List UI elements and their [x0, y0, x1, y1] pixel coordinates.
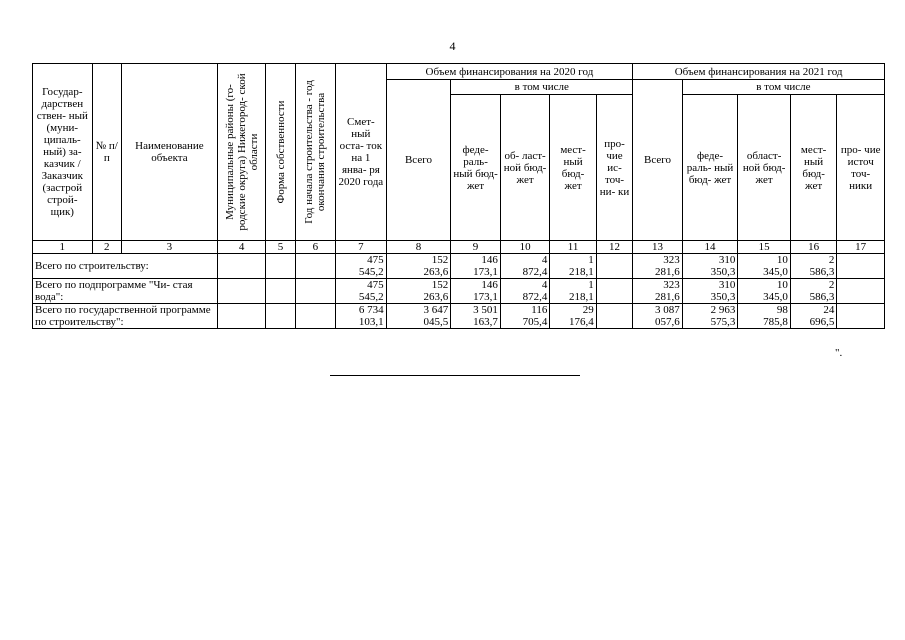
- value-cell: [336, 279, 387, 304]
- value-cell: [682, 304, 738, 329]
- value-line-1: 10: [776, 254, 788, 266]
- header-number: № п/п: [92, 64, 121, 241]
- empty-cell: [217, 304, 266, 329]
- header-reg-2021: област- ной бюд- жет: [738, 95, 791, 241]
- closing-quote: ".: [835, 347, 843, 359]
- value-line-1: 1: [588, 279, 594, 291]
- header-years: Год начала строительства - год окончания строительства: [295, 64, 335, 241]
- column-number-cell: 6: [295, 241, 335, 254]
- header-other-2020: про- чие ис- точ- ни- ки: [596, 95, 632, 241]
- column-numbers-row: [33, 241, 885, 254]
- value-line-1: 116: [531, 304, 548, 316]
- value-line-1: 146: [481, 254, 498, 266]
- header-district: Муниципальные районы (го- родские округа) Нижегород- ской области: [217, 64, 266, 241]
- column-number-cell: 13: [633, 241, 683, 254]
- value-line-1: 4: [541, 254, 548, 266]
- column-number-cell: 10: [500, 241, 550, 254]
- value-line-1: 323: [663, 254, 680, 266]
- value-line-1: 146: [481, 279, 498, 291]
- column-number-cell: 11: [550, 241, 596, 254]
- value-line-2: 545,2: [358, 291, 384, 303]
- value-line-2: 705,4: [522, 316, 548, 328]
- header-financing-2021: Объем финансирования на 2021 год: [633, 64, 885, 80]
- value-line-2: 872,4: [522, 266, 548, 278]
- header-ownership: Форма собственности: [266, 64, 295, 241]
- value-line-2: 586,3: [809, 266, 835, 278]
- value-line-2: 350,3: [710, 266, 736, 278]
- value-line-1: 24: [823, 304, 835, 316]
- value-cell: [790, 279, 836, 304]
- value-line-1: 1: [588, 254, 594, 266]
- header-incl-2020: в том числе: [451, 80, 633, 95]
- value-line-2: 281,6: [655, 291, 680, 303]
- value-cell: [550, 304, 596, 329]
- value-cell: [336, 254, 387, 279]
- value-cell: [386, 279, 451, 304]
- value-cell: [386, 304, 451, 329]
- empty-cell: [295, 279, 335, 304]
- value-line-2: 218,1: [569, 266, 594, 278]
- value-cell: [500, 279, 550, 304]
- value-line-1: 152: [431, 254, 449, 266]
- header-total-2020: Всего: [386, 80, 451, 241]
- separator-line: [330, 375, 580, 376]
- column-number-cell: 14: [682, 241, 738, 254]
- value-line-2: 057,6: [655, 316, 680, 328]
- empty-cell: [266, 279, 295, 304]
- table-row: [33, 304, 885, 329]
- value-line-1: 3 501: [473, 304, 498, 316]
- value-line-2: 696,5: [809, 316, 835, 328]
- value-line-1: 323: [663, 279, 680, 291]
- empty-cell: [266, 254, 295, 279]
- row-label: Всего по государственной программе по строительству":: [33, 304, 218, 329]
- value-cell: [336, 304, 387, 329]
- column-number-cell: 8: [386, 241, 451, 254]
- value-line-1: 2: [828, 254, 835, 266]
- header-financing-2020: Объем финансирования на 2020 год: [386, 64, 633, 80]
- value-cell: [550, 279, 596, 304]
- value-cell: [790, 254, 836, 279]
- header-fed-2020: феде- раль- ный бюд- жет: [451, 95, 501, 241]
- value-line-1: 10: [776, 279, 788, 291]
- column-number-cell: 1: [33, 241, 93, 254]
- value-line-2: 350,3: [710, 291, 736, 303]
- value-line-1: 98: [776, 304, 788, 316]
- value-line-1: 2 963: [710, 304, 736, 316]
- header-loc-2020: мест- ный бюд- жет: [550, 95, 596, 241]
- header-incl-2021: в том числе: [682, 80, 884, 95]
- value-cell: [837, 254, 885, 279]
- value-cell: [633, 279, 683, 304]
- value-line-2: 103,1: [358, 316, 384, 328]
- header-customer: Государ- дарствен ствен- ный (муни- ципаль- ный) за- казчик / Заказчик (застрой строй- щик): [33, 64, 93, 241]
- value-cell: [596, 304, 632, 329]
- value-cell: [790, 304, 836, 329]
- empty-cell: [295, 304, 335, 329]
- value-line-2: 263,6: [423, 291, 449, 303]
- value-cell: [682, 254, 738, 279]
- header-other-2021: про- чие источ точ- ники: [837, 95, 885, 241]
- value-cell: [738, 304, 791, 329]
- value-line-2: 872,4: [522, 291, 548, 303]
- row-label: Всего по подпрограмме "Чи- стая вода":: [33, 279, 218, 304]
- value-cell: [386, 254, 451, 279]
- value-line-2: 218,1: [569, 291, 594, 303]
- value-cell: [550, 254, 596, 279]
- empty-cell: [217, 279, 266, 304]
- header-estimate: Смет- ный оста- ток на 1 янва- ря 2020 года: [336, 64, 387, 241]
- column-number-cell: 16: [790, 241, 836, 254]
- column-number-cell: 17: [837, 241, 885, 254]
- value-cell: [500, 304, 550, 329]
- value-line-2: 176,4: [569, 316, 594, 328]
- value-line-2: 281,6: [655, 266, 680, 278]
- value-line-1: 2: [828, 279, 835, 291]
- header-fed-2021: феде- раль- ный бюд- жет: [682, 95, 738, 241]
- value-line-1: 29: [582, 304, 594, 316]
- value-line-1: 310: [718, 279, 736, 291]
- value-cell: [451, 254, 501, 279]
- value-line-2: 575,3: [710, 316, 736, 328]
- column-number-cell: 9: [451, 241, 501, 254]
- column-number-cell: 12: [596, 241, 632, 254]
- value-line-2: 785,8: [763, 316, 788, 328]
- header-loc-2021: мест- ный бюд- жет: [790, 95, 836, 241]
- value-cell: [837, 304, 885, 329]
- value-line-2: 163,7: [473, 316, 498, 328]
- header-object-name: Наименование объекта: [121, 64, 217, 241]
- value-cell: [633, 254, 683, 279]
- column-number-cell: 4: [217, 241, 266, 254]
- column-number-cell: 3: [121, 241, 217, 254]
- column-number-cell: 7: [336, 241, 387, 254]
- value-cell: [451, 304, 501, 329]
- value-line-1: 152: [431, 279, 449, 291]
- financing-table: [32, 63, 885, 329]
- value-cell: [596, 254, 632, 279]
- column-number-cell: 5: [266, 241, 295, 254]
- row-label: Всего по строительству:: [33, 254, 218, 279]
- value-line-1: 4: [541, 279, 548, 291]
- value-line-2: 345,0: [763, 291, 788, 303]
- value-line-2: 545,2: [358, 266, 384, 278]
- empty-cell: [217, 254, 266, 279]
- value-cell: [451, 279, 501, 304]
- value-line-2: 173,1: [473, 291, 498, 303]
- column-number-cell: 15: [738, 241, 791, 254]
- value-cell: [738, 254, 791, 279]
- value-line-1: 310: [718, 254, 736, 266]
- value-cell: [500, 254, 550, 279]
- header-reg-2020: об- ласт- ной бюд- жет: [500, 95, 550, 241]
- value-cell: [633, 304, 683, 329]
- empty-cell: [295, 254, 335, 279]
- value-line-1: 6 734: [358, 304, 384, 316]
- value-cell: [837, 279, 885, 304]
- value-cell: [738, 279, 791, 304]
- value-line-2: 263,6: [423, 266, 449, 278]
- page-number: 4: [449, 39, 456, 53]
- value-cell: [682, 279, 738, 304]
- value-line-2: 173,1: [473, 266, 498, 278]
- value-line-1: 3 087: [655, 304, 680, 316]
- empty-cell: [266, 304, 295, 329]
- value-line-2: 345,0: [763, 266, 788, 278]
- value-line-1: 475: [367, 254, 384, 266]
- value-line-2: 045,5: [423, 316, 449, 328]
- table-row: [33, 279, 885, 304]
- table-row: [33, 254, 885, 279]
- value-line-2: 586,3: [809, 291, 835, 303]
- header-row-1: [33, 64, 885, 80]
- value-line-1: 3 647: [423, 304, 449, 316]
- header-total-2021: Всего: [633, 80, 683, 241]
- column-number-cell: 2: [92, 241, 121, 254]
- value-line-1: 475: [367, 279, 384, 291]
- value-cell: [596, 279, 632, 304]
